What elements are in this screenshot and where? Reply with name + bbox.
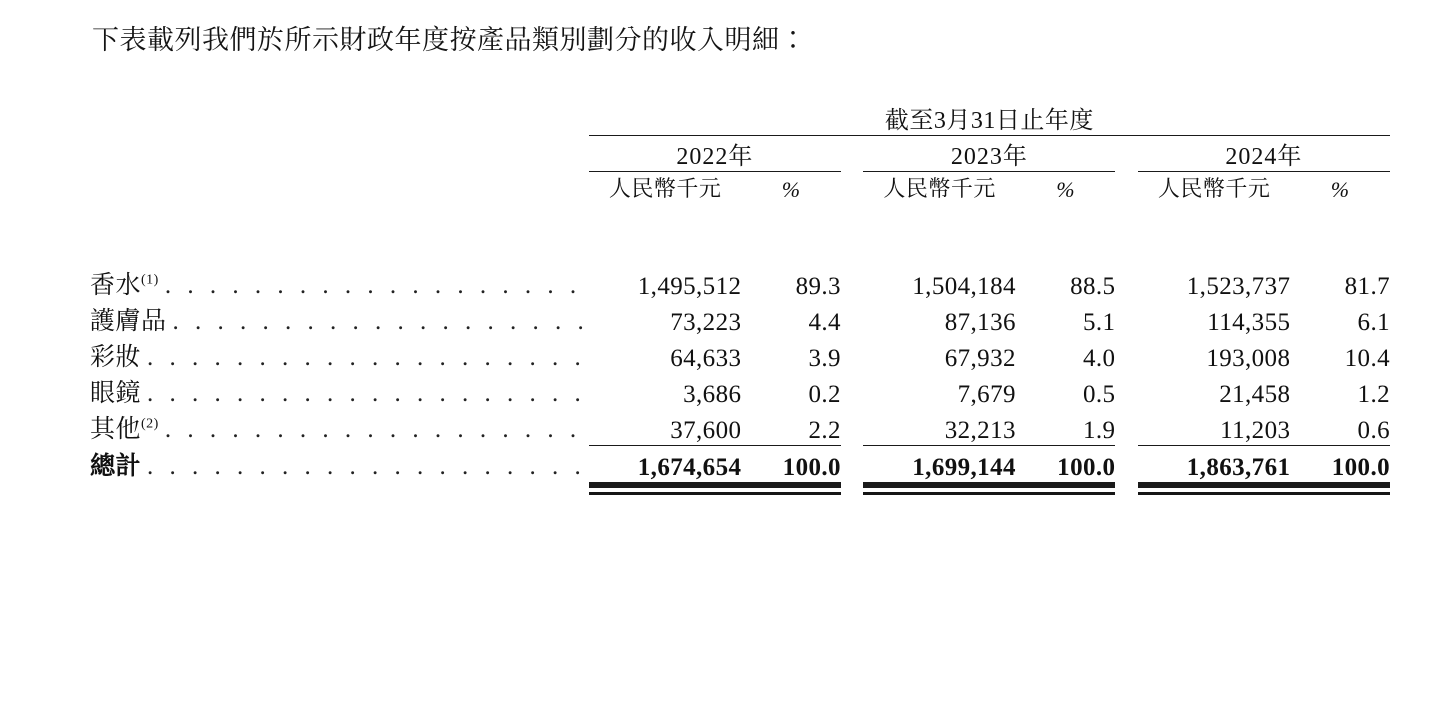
- total-2024-percent: 100.0: [1331, 454, 1390, 481]
- cell-2024-percent: 0.6: [1357, 417, 1390, 444]
- cell-2023-percent: 0.5: [1082, 381, 1116, 408]
- table-row: [90, 409, 1390, 445]
- year-gap-2: [1115, 136, 1137, 171]
- row-gap-1: [841, 337, 863, 373]
- cell-2023-amount: 1,504,184: [912, 273, 1016, 300]
- leader-dots: . . . . . . . . . . . . . . . . . . .: [164, 416, 582, 443]
- year-header-2022: 2022年: [676, 144, 754, 170]
- total-2022-amount: 1,674,654: [637, 454, 742, 481]
- row-footnote-marker: (1): [141, 272, 159, 288]
- leader-dots: . . . . . . . . . . . . . . . . . . . .: [147, 380, 586, 407]
- table-row: [90, 337, 1390, 373]
- row-gap-1: [841, 265, 863, 301]
- unit-label-spacer: [90, 172, 589, 203]
- row-gap-1: [841, 301, 863, 337]
- cell-2022-amount: 37,600: [670, 417, 742, 444]
- leader-dots: . . . . . . . . . . . . . . . . . . .: [164, 272, 582, 299]
- row-label-text: 彩妝: [90, 344, 142, 371]
- table-header-unit-row: [90, 172, 1390, 203]
- table-row: [90, 265, 1390, 301]
- total-double-rule-row: [90, 482, 1390, 495]
- cell-2023-percent: 4.0: [1082, 345, 1116, 372]
- cell-2024-percent: 81.7: [1344, 273, 1390, 300]
- table-header-period-row: [90, 100, 1390, 135]
- total-gap-1: [841, 446, 863, 482]
- cell-2022-amount: 64,633: [670, 345, 742, 372]
- leader-dots: . . . . . . . . . . . . . . . . . . .: [172, 308, 589, 335]
- row-footnote-marker: (2): [141, 416, 159, 432]
- unit-header-pct-2022: %: [781, 177, 801, 202]
- total-gap-2: [1115, 446, 1137, 482]
- intro-paragraph: 下表載列我們於所示財政年度按產品類別劃分的收入明細：: [92, 25, 807, 55]
- double-rule-2024-amount: [1138, 482, 1291, 495]
- unit-header-rmb-2023: 人民幣千元: [883, 176, 996, 201]
- total-2024-amount: 1,863,761: [1186, 454, 1291, 481]
- table-total-row: [90, 446, 1390, 482]
- row-gap-1: [841, 409, 863, 445]
- cell-2022-percent: 89.3: [795, 273, 841, 300]
- total-label-text: 總計: [90, 453, 142, 480]
- header-body-spacer: [90, 203, 1390, 265]
- year-label-spacer: [90, 136, 589, 171]
- row-label-text: 其他: [90, 416, 142, 443]
- cell-2023-percent: 1.9: [1082, 417, 1116, 444]
- row-gap-2: [1115, 301, 1137, 337]
- cell-2024-percent: 1.2: [1357, 381, 1390, 408]
- cell-2024-percent: 6.1: [1357, 309, 1390, 336]
- row-gap-1: [841, 373, 863, 409]
- row-gap-2: [1115, 373, 1137, 409]
- cell-2024-amount: 11,203: [1220, 417, 1291, 444]
- cell-2023-amount: 7,679: [957, 381, 1016, 408]
- cell-2024-percent: 10.4: [1344, 345, 1390, 372]
- row-label-cell: [90, 265, 589, 301]
- row-label-cell: [90, 409, 589, 445]
- row-label-cell: [90, 337, 589, 373]
- double-rule-2024-percent: [1290, 482, 1390, 495]
- double-rule-gap-2: [1115, 482, 1137, 495]
- double-rule-gap-1: [841, 482, 863, 495]
- row-gap-2: [1115, 409, 1137, 445]
- total-2022-percent: 100.0: [782, 454, 841, 481]
- unit-gap-1: [841, 172, 863, 203]
- table-header-year-row: [90, 136, 1390, 171]
- row-label-cell: [90, 373, 589, 409]
- cell-2022-amount: 1,495,512: [637, 273, 742, 300]
- cell-2023-percent: 88.5: [1070, 273, 1116, 300]
- total-2023-percent: 100.0: [1057, 454, 1116, 481]
- year-gap-1: [841, 136, 863, 171]
- double-rule-2023-percent: [1016, 482, 1116, 495]
- period-label-spacer: [90, 100, 589, 135]
- cell-2023-percent: 5.1: [1082, 309, 1116, 336]
- spacer-cell: [90, 203, 1390, 265]
- row-label-text: 眼鏡: [90, 380, 142, 407]
- cell-2022-percent: 2.2: [808, 417, 841, 444]
- total-label-cell: [90, 446, 589, 482]
- row-gap-2: [1115, 265, 1137, 301]
- period-header: 截至3月31日止年度: [884, 108, 1094, 134]
- double-rule-spacer: [90, 482, 589, 495]
- row-label-cell: [90, 301, 589, 337]
- cell-2023-amount: 32,213: [944, 417, 1016, 444]
- cell-2023-amount: 87,136: [944, 309, 1016, 336]
- cell-2022-amount: 3,686: [683, 381, 742, 408]
- leader-dots: . . . . . . . . . . . . . . . . . . . .: [147, 344, 586, 371]
- revenue-breakdown-table: [90, 100, 1390, 495]
- year-header-2024: 2024年: [1225, 144, 1303, 170]
- unit-header-pct-2023: %: [1056, 177, 1076, 202]
- row-gap-2: [1115, 337, 1137, 373]
- cell-2022-percent: 0.2: [808, 381, 841, 408]
- cell-2024-amount: 193,008: [1206, 345, 1291, 372]
- unit-header-pct-2024: %: [1330, 177, 1350, 202]
- double-rule-2022-amount: [589, 482, 742, 495]
- cell-2024-amount: 114,355: [1207, 309, 1291, 336]
- double-rule-2023-amount: [863, 482, 1016, 495]
- row-label-text: 香水: [90, 272, 142, 299]
- table-row: [90, 373, 1390, 409]
- cell-2022-percent: 4.4: [808, 309, 841, 336]
- cell-2024-amount: 21,458: [1219, 381, 1291, 408]
- year-header-2023: 2023年: [950, 144, 1028, 170]
- cell-2022-amount: 73,223: [670, 309, 742, 336]
- leader-dots: . . . . . . . . . . . . . . . . . . . .: [147, 453, 586, 480]
- unit-header-rmb-2024: 人民幣千元: [1157, 176, 1271, 201]
- double-rule-2022-percent: [741, 482, 841, 495]
- table-row: [90, 301, 1390, 337]
- cell-2023-amount: 67,932: [944, 345, 1016, 372]
- cell-2024-amount: 1,523,737: [1186, 273, 1291, 300]
- row-label-text: 護膚品: [90, 308, 167, 335]
- unit-gap-2: [1115, 172, 1137, 203]
- cell-2022-percent: 3.9: [808, 345, 841, 372]
- total-2023-amount: 1,699,144: [912, 454, 1016, 481]
- unit-header-rmb-2022: 人民幣千元: [608, 176, 722, 201]
